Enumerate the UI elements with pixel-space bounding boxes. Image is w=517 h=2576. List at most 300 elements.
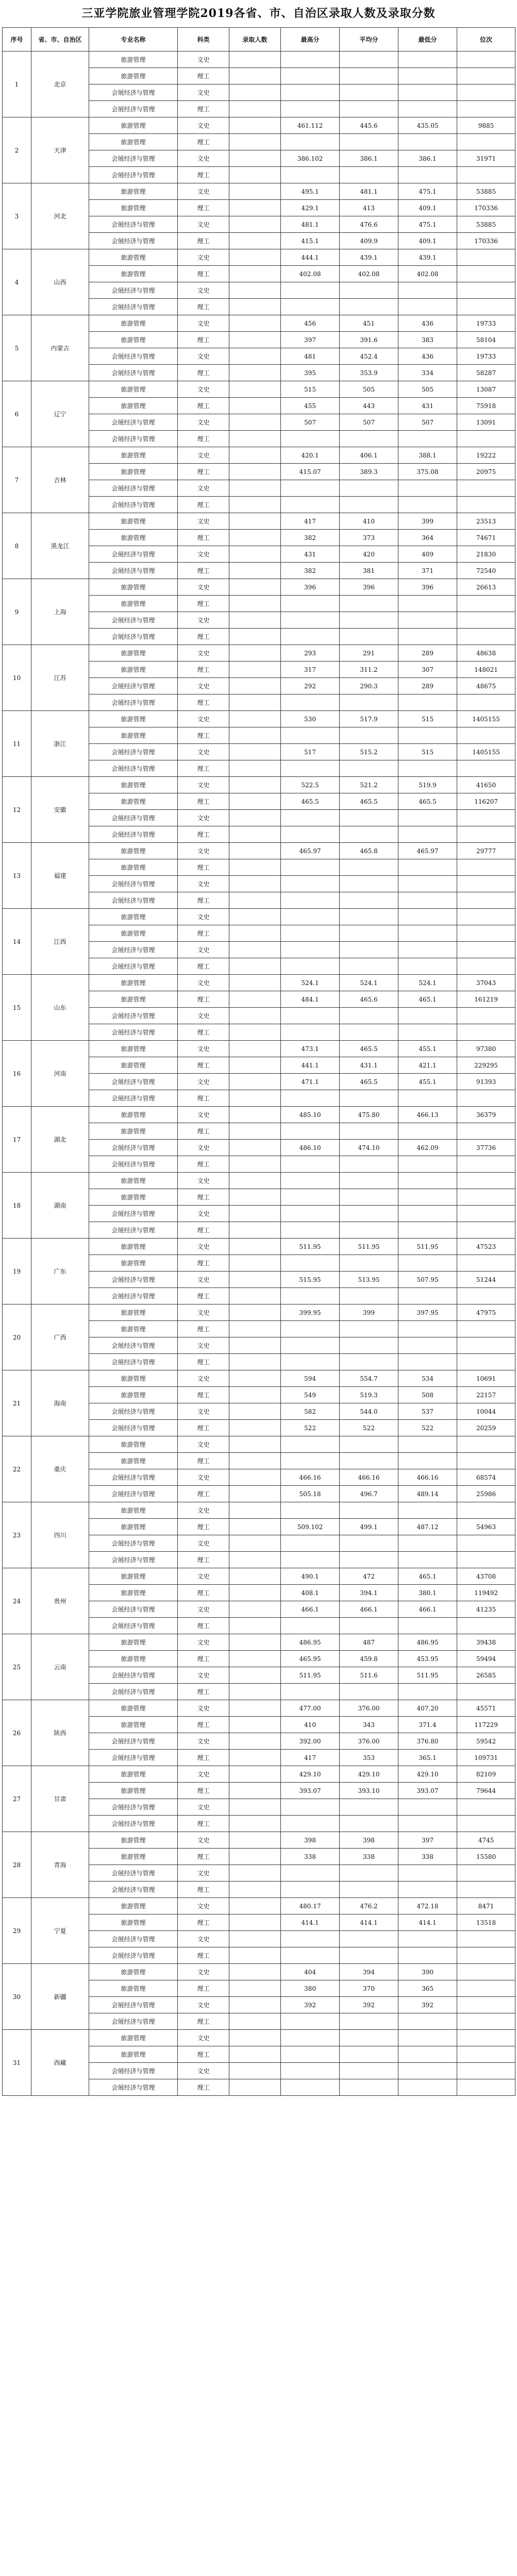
track-cell: 文史: [178, 249, 229, 266]
count-cell: [229, 711, 281, 727]
avg-score-cell: [340, 1024, 398, 1041]
major-cell: 旅游管理: [89, 249, 178, 266]
avg-score-cell: [340, 909, 398, 925]
major-cell: 会展经济与管理: [89, 810, 178, 826]
count-cell: [229, 414, 281, 431]
avg-score-cell: 474.10: [340, 1140, 398, 1156]
avg-score-cell: [340, 1090, 398, 1107]
table-row: [3, 381, 515, 398]
min-score-cell: [398, 2013, 457, 2030]
max-score-cell: [281, 68, 340, 84]
min-score-cell: [398, 1173, 457, 1189]
avg-score-cell: [340, 942, 398, 958]
max-score-cell: [281, 909, 340, 925]
min-score-cell: [398, 876, 457, 892]
max-score-cell: [281, 629, 340, 645]
track-cell: 文史: [178, 348, 229, 365]
province-cell: 四川: [31, 1502, 89, 1568]
rank-cell: 37736: [457, 1140, 515, 1156]
count-cell: [229, 1370, 281, 1387]
count-cell: [229, 991, 281, 1008]
max-score-cell: [281, 810, 340, 826]
major-cell: 会展经济与管理: [89, 1882, 178, 1898]
max-score-cell: 582: [281, 1403, 340, 1420]
min-score-cell: [398, 942, 457, 958]
track-cell: 文史: [178, 183, 229, 200]
track-cell: 文史: [178, 1272, 229, 1288]
seq-cell: 13: [3, 843, 31, 909]
major-cell: 会展经济与管理: [89, 497, 178, 513]
avg-score-cell: 466.16: [340, 1469, 398, 1486]
province-cell: 贵州: [31, 1568, 89, 1634]
min-score-cell: [398, 101, 457, 117]
rank-cell: 47523: [457, 1239, 515, 1255]
count-cell: [229, 1123, 281, 1140]
track-cell: 理工: [178, 1222, 229, 1239]
count-cell: [229, 2030, 281, 2046]
min-score-cell: [398, 52, 457, 68]
count-cell: [229, 1304, 281, 1321]
avg-score-cell: 399: [340, 1304, 398, 1321]
max-score-cell: [281, 1684, 340, 1700]
rank-cell: [457, 1997, 515, 2013]
major-cell: 会展经济与管理: [89, 1156, 178, 1173]
track-cell: 文史: [178, 1403, 229, 1420]
track-cell: 文史: [178, 1041, 229, 1057]
max-score-cell: [281, 1156, 340, 1173]
rank-cell: 31971: [457, 150, 515, 167]
track-cell: 理工: [178, 398, 229, 414]
major-cell: 旅游管理: [89, 1964, 178, 1980]
rank-cell: 15580: [457, 1849, 515, 1865]
count-cell: [229, 1733, 281, 1750]
count-cell: [229, 1354, 281, 1370]
rank-cell: [457, 167, 515, 183]
avg-score-cell: 476.6: [340, 216, 398, 233]
rank-cell: 20259: [457, 1420, 515, 1436]
rank-cell: 1405155: [457, 711, 515, 727]
min-score-cell: [398, 84, 457, 101]
avg-score-cell: 391.6: [340, 332, 398, 348]
count-cell: [229, 1090, 281, 1107]
rank-cell: [457, 826, 515, 843]
track-cell: 文史: [178, 414, 229, 431]
avg-score-cell: 487: [340, 1634, 398, 1651]
max-score-cell: [281, 1931, 340, 1947]
rank-cell: [457, 760, 515, 777]
count-cell: [229, 1947, 281, 1964]
max-score-cell: 480.17: [281, 1898, 340, 1914]
seq-cell: 11: [3, 711, 31, 777]
max-score-cell: 522: [281, 1420, 340, 1436]
max-score-cell: 382: [281, 563, 340, 579]
rank-cell: 51244: [457, 1272, 515, 1288]
min-score-cell: 507: [398, 414, 457, 431]
seq-cell: 23: [3, 1502, 31, 1568]
min-score-cell: [398, 1337, 457, 1354]
province-cell: 山西: [31, 249, 89, 315]
track-cell: 理工: [178, 826, 229, 843]
track-cell: 理工: [178, 2013, 229, 2030]
count-cell: [229, 1024, 281, 1041]
avg-score-cell: [340, 68, 398, 84]
rank-cell: 58104: [457, 332, 515, 348]
min-score-cell: [398, 810, 457, 826]
avg-score-cell: 505: [340, 381, 398, 398]
avg-score-cell: 353.9: [340, 365, 398, 381]
max-score-cell: [281, 84, 340, 101]
rank-cell: [457, 480, 515, 497]
count-cell: [229, 1552, 281, 1568]
max-score-cell: 386.102: [281, 150, 340, 167]
min-score-cell: [398, 480, 457, 497]
major-cell: 会展经济与管理: [89, 2013, 178, 2030]
max-score-cell: 486.95: [281, 1634, 340, 1651]
major-cell: 旅游管理: [89, 1651, 178, 1667]
avg-score-cell: 554.7: [340, 1370, 398, 1387]
count-cell: [229, 1980, 281, 1997]
count-cell: [229, 727, 281, 744]
province-cell: 云南: [31, 1634, 89, 1700]
avg-score-cell: [340, 1816, 398, 1832]
min-score-cell: [398, 1206, 457, 1222]
rank-cell: 54963: [457, 1519, 515, 1535]
max-score-cell: [281, 134, 340, 150]
rank-cell: [457, 2030, 515, 2046]
avg-score-cell: 517.9: [340, 711, 398, 727]
rank-cell: [457, 249, 515, 266]
max-score-cell: 509.102: [281, 1519, 340, 1535]
avg-score-cell: [340, 810, 398, 826]
track-cell: 文史: [178, 942, 229, 958]
min-score-cell: 431: [398, 398, 457, 414]
table-row: [3, 1041, 515, 1057]
max-score-cell: [281, 925, 340, 942]
rank-cell: [457, 1090, 515, 1107]
min-score-cell: 455.1: [398, 1041, 457, 1057]
major-cell: 旅游管理: [89, 68, 178, 84]
track-cell: 理工: [178, 760, 229, 777]
count-cell: [229, 1799, 281, 1816]
count-cell: [229, 694, 281, 711]
major-cell: 会展经济与管理: [89, 1337, 178, 1354]
avg-score-cell: 465.8: [340, 843, 398, 859]
count-cell: [229, 84, 281, 101]
track-cell: 理工: [178, 464, 229, 480]
rank-cell: 97380: [457, 1041, 515, 1057]
avg-score-cell: 511.95: [340, 1239, 398, 1255]
count-cell: [229, 1667, 281, 1684]
max-score-cell: 530: [281, 711, 340, 727]
min-score-cell: [398, 1799, 457, 1816]
rank-cell: 26613: [457, 579, 515, 596]
min-score-cell: 380.1: [398, 1585, 457, 1601]
max-score-cell: 415.07: [281, 464, 340, 480]
min-score-cell: 466.16: [398, 1469, 457, 1486]
count-cell: [229, 216, 281, 233]
major-cell: 会展经济与管理: [89, 101, 178, 117]
count-cell: [229, 332, 281, 348]
max-score-cell: [281, 1123, 340, 1140]
min-score-cell: [398, 760, 457, 777]
rank-cell: [457, 1964, 515, 1980]
max-score-cell: 410: [281, 1717, 340, 1733]
major-cell: 旅游管理: [89, 266, 178, 282]
seq-cell: 21: [3, 1370, 31, 1436]
max-score-cell: 495.1: [281, 183, 340, 200]
avg-score-cell: 413: [340, 200, 398, 216]
avg-score-cell: 465.5: [340, 1074, 398, 1090]
rank-cell: [457, 1931, 515, 1947]
rank-cell: [457, 1535, 515, 1552]
max-score-cell: [281, 958, 340, 975]
rank-cell: 148021: [457, 662, 515, 678]
rank-cell: [457, 282, 515, 299]
rank-cell: [457, 52, 515, 68]
min-score-cell: 407.20: [398, 1700, 457, 1717]
min-score-cell: [398, 727, 457, 744]
max-score-cell: [281, 694, 340, 711]
max-score-cell: [281, 52, 340, 68]
min-score-cell: [398, 1453, 457, 1469]
min-score-cell: [398, 167, 457, 183]
max-score-cell: 338: [281, 1849, 340, 1865]
track-cell: 文史: [178, 1304, 229, 1321]
track-cell: 理工: [178, 332, 229, 348]
avg-score-cell: [340, 2013, 398, 2030]
min-score-cell: [398, 1156, 457, 1173]
province-cell: 湖南: [31, 1173, 89, 1239]
min-score-cell: 534: [398, 1370, 457, 1387]
avg-score-cell: [340, 1222, 398, 1239]
min-score-cell: [398, 1618, 457, 1634]
count-cell: [229, 1387, 281, 1403]
seq-cell: 30: [3, 1964, 31, 2030]
major-cell: 会展经济与管理: [89, 282, 178, 299]
track-cell: 文史: [178, 1337, 229, 1354]
major-cell: 会展经济与管理: [89, 299, 178, 315]
max-score-cell: 481.1: [281, 216, 340, 233]
table-row: [3, 645, 515, 662]
avg-score-cell: [340, 1436, 398, 1453]
max-score-cell: [281, 612, 340, 629]
count-cell: [229, 266, 281, 282]
major-cell: 会展经济与管理: [89, 1272, 178, 1288]
major-cell: 旅游管理: [89, 1717, 178, 1733]
major-cell: 会展经济与管理: [89, 1552, 178, 1568]
max-score-cell: 420.1: [281, 447, 340, 464]
max-score-cell: 471.1: [281, 1074, 340, 1090]
count-cell: [229, 1750, 281, 1766]
max-score-cell: 417: [281, 513, 340, 530]
min-score-cell: [398, 1123, 457, 1140]
track-cell: 文史: [178, 1008, 229, 1024]
min-score-cell: 522: [398, 1420, 457, 1436]
rank-cell: 13091: [457, 414, 515, 431]
document-title: 三亚学院旅业管理学院2019各省、市、自治区录取人数及录取分数: [81, 7, 436, 20]
track-cell: 理工: [178, 1980, 229, 1997]
track-cell: 文史: [178, 1898, 229, 1914]
track-cell: 理工: [178, 892, 229, 909]
header-track: 科类: [178, 28, 229, 52]
min-score-cell: 397.95: [398, 1304, 457, 1321]
table-row: [3, 249, 515, 266]
count-cell: [229, 1057, 281, 1074]
rank-cell: [457, 1255, 515, 1272]
avg-score-cell: 522: [340, 1420, 398, 1436]
rank-cell: [457, 1173, 515, 1189]
max-score-cell: [281, 1799, 340, 1816]
count-cell: [229, 52, 281, 68]
track-cell: 理工: [178, 1684, 229, 1700]
min-score-cell: [398, 282, 457, 299]
track-cell: 文史: [178, 1700, 229, 1717]
major-cell: 旅游管理: [89, 1453, 178, 1469]
min-score-cell: 390: [398, 1964, 457, 1980]
avg-score-cell: 476.2: [340, 1898, 398, 1914]
rank-cell: 26585: [457, 1667, 515, 1684]
avg-score-cell: [340, 282, 398, 299]
count-cell: [229, 579, 281, 596]
min-score-cell: 392: [398, 1997, 457, 2013]
rank-cell: [457, 1552, 515, 1568]
rank-cell: 79644: [457, 1783, 515, 1799]
min-score-cell: 475.1: [398, 183, 457, 200]
avg-score-cell: 353: [340, 1750, 398, 1766]
min-score-cell: 453.95: [398, 1651, 457, 1667]
min-score-cell: [398, 1288, 457, 1304]
max-score-cell: 429.1: [281, 200, 340, 216]
major-cell: 会展经济与管理: [89, 1684, 178, 1700]
avg-score-cell: 431.1: [340, 1057, 398, 1074]
max-score-cell: 397: [281, 332, 340, 348]
rank-cell: [457, 958, 515, 975]
min-score-cell: [398, 1255, 457, 1272]
min-score-cell: [398, 1189, 457, 1206]
max-score-cell: 393.07: [281, 1783, 340, 1799]
rank-cell: 59494: [457, 1651, 515, 1667]
count-cell: [229, 1882, 281, 1898]
rank-cell: [457, 1947, 515, 1964]
count-cell: [229, 1222, 281, 1239]
table-row: [3, 1568, 515, 1585]
max-score-cell: [281, 167, 340, 183]
avg-score-cell: 481.1: [340, 183, 398, 200]
rank-cell: 58287: [457, 365, 515, 381]
track-cell: 文史: [178, 1832, 229, 1849]
major-cell: 旅游管理: [89, 662, 178, 678]
min-score-cell: [398, 1552, 457, 1568]
province-cell: 安徽: [31, 777, 89, 843]
avg-score-cell: [340, 167, 398, 183]
min-score-cell: 511.95: [398, 1667, 457, 1684]
table-row: [3, 1832, 515, 1849]
max-score-cell: [281, 1865, 340, 1882]
max-score-cell: 549: [281, 1387, 340, 1403]
track-cell: 文史: [178, 810, 229, 826]
min-score-cell: 507.95: [398, 1272, 457, 1288]
major-cell: 会展经济与管理: [89, 2063, 178, 2079]
rank-cell: 119492: [457, 1585, 515, 1601]
seq-cell: 29: [3, 1898, 31, 1964]
max-score-cell: 408.1: [281, 1585, 340, 1601]
count-cell: [229, 942, 281, 958]
max-score-cell: [281, 1008, 340, 1024]
count-cell: [229, 563, 281, 579]
track-cell: 文史: [178, 1601, 229, 1618]
seq-cell: 6: [3, 381, 31, 447]
min-score-cell: 505: [398, 381, 457, 398]
count-cell: [229, 101, 281, 117]
count-cell: [229, 1766, 281, 1783]
table-row: [3, 1173, 515, 1189]
count-cell: [229, 1321, 281, 1337]
max-score-cell: [281, 1173, 340, 1189]
max-score-cell: 395: [281, 365, 340, 381]
min-score-cell: 409.1: [398, 233, 457, 249]
rank-cell: 74671: [457, 530, 515, 546]
major-cell: 会展经济与管理: [89, 678, 178, 694]
count-cell: [229, 1156, 281, 1173]
min-score-cell: 465.1: [398, 991, 457, 1008]
count-cell: [229, 398, 281, 414]
max-score-cell: 485.10: [281, 1107, 340, 1123]
count-cell: [229, 348, 281, 365]
min-score-cell: [398, 1321, 457, 1337]
avg-score-cell: [340, 431, 398, 447]
min-score-cell: 487.12: [398, 1519, 457, 1535]
min-score-cell: 475.1: [398, 216, 457, 233]
major-cell: 旅游管理: [89, 925, 178, 942]
min-score-cell: [398, 629, 457, 645]
max-score-cell: [281, 299, 340, 315]
track-cell: 理工: [178, 662, 229, 678]
rank-cell: 29777: [457, 843, 515, 859]
avg-score-cell: [340, 1502, 398, 1519]
avg-score-cell: 524.1: [340, 975, 398, 991]
max-score-cell: [281, 2079, 340, 2096]
track-cell: 文史: [178, 2030, 229, 2046]
min-score-cell: 436: [398, 315, 457, 332]
min-score-cell: 465.1: [398, 1568, 457, 1585]
rank-cell: [457, 612, 515, 629]
major-cell: 旅游管理: [89, 1832, 178, 1849]
track-cell: 理工: [178, 793, 229, 810]
rank-cell: 1405155: [457, 744, 515, 760]
rank-cell: [457, 876, 515, 892]
avg-score-cell: [340, 1947, 398, 1964]
rank-cell: [457, 299, 515, 315]
province-cell: 江苏: [31, 645, 89, 711]
major-cell: 旅游管理: [89, 1189, 178, 1206]
max-score-cell: [281, 1354, 340, 1370]
count-cell: [229, 1041, 281, 1057]
rank-cell: [457, 1865, 515, 1882]
major-cell: 旅游管理: [89, 645, 178, 662]
avg-score-cell: 465.6: [340, 991, 398, 1008]
track-cell: 文史: [178, 975, 229, 991]
rank-cell: [457, 68, 515, 84]
rank-cell: 47975: [457, 1304, 515, 1321]
max-score-cell: [281, 1535, 340, 1552]
count-cell: [229, 431, 281, 447]
count-cell: [229, 233, 281, 249]
avg-score-cell: [340, 1684, 398, 1700]
track-cell: 文史: [178, 1931, 229, 1947]
major-cell: 旅游管理: [89, 777, 178, 793]
max-score-cell: 431: [281, 546, 340, 563]
major-cell: 旅游管理: [89, 1304, 178, 1321]
